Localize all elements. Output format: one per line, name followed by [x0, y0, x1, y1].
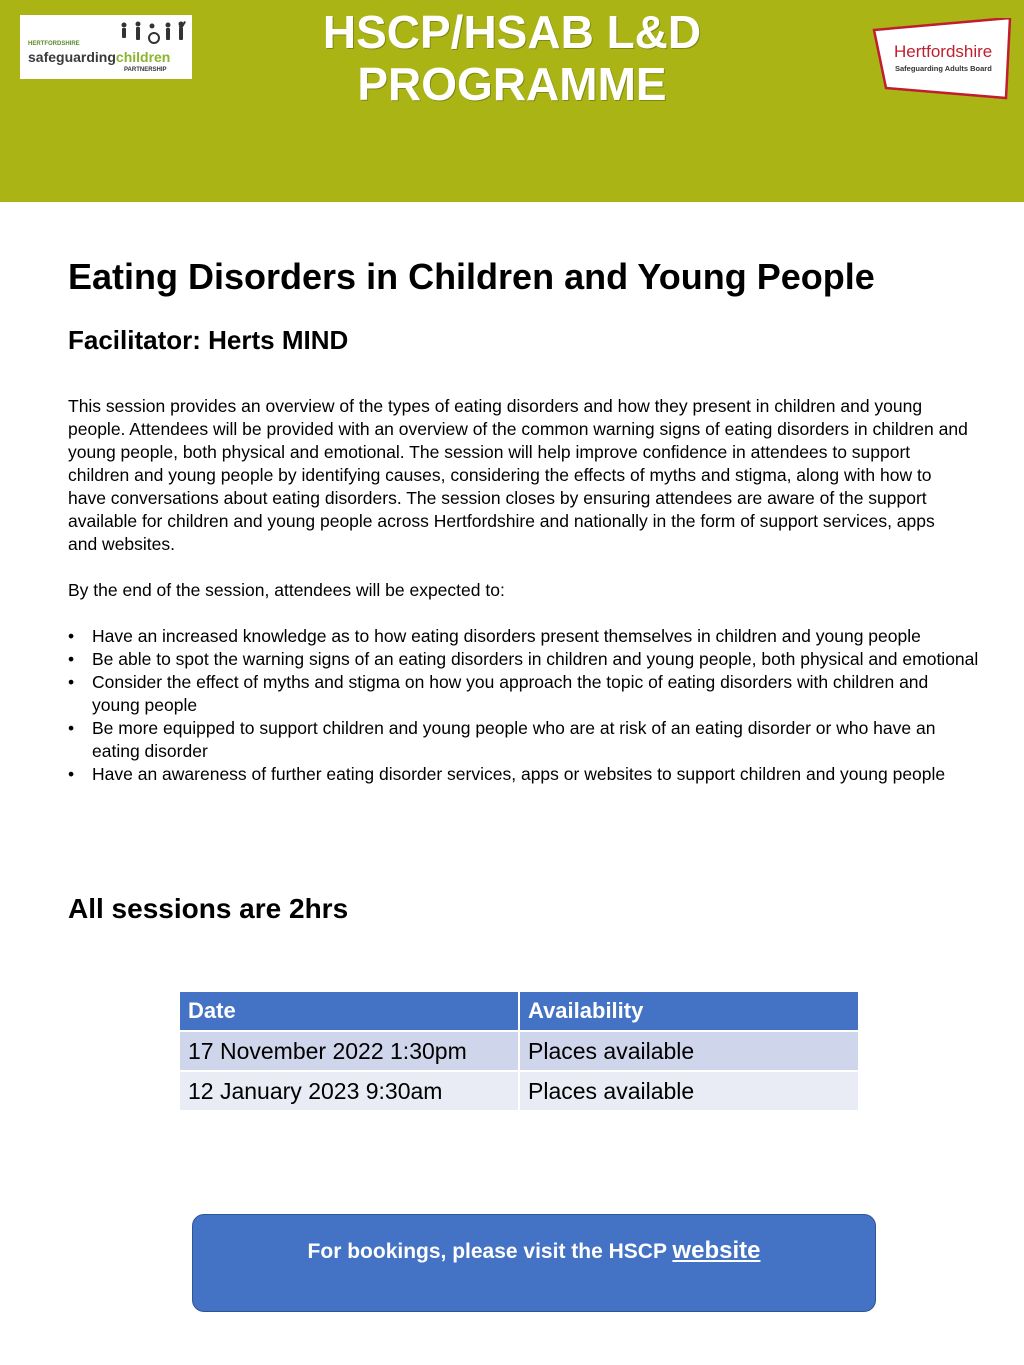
booking-text: For bookings, please visit the HSCP	[307, 1240, 667, 1263]
list-item: • Have an increased knowledge as to how eating disorders present themselves in children and young people	[68, 626, 921, 646]
session-date: 12 January 2023 9:30am	[179, 1071, 519, 1111]
hscp-logo	[20, 15, 192, 79]
figures-icon	[118, 21, 188, 45]
outcomes-intro: By the end of the session, attendees will be expected to:	[68, 580, 505, 600]
session-availability: Places available	[519, 1071, 859, 1111]
table-header-row	[179, 991, 859, 1031]
facilitator: Facilitator: Herts MIND	[68, 325, 349, 355]
course-title: Eating Disorders in Children and Young People	[68, 256, 875, 297]
list-item: • Have an awareness of further eating disorder services, apps or websites to support children and young people	[68, 764, 946, 784]
logo-partnership: PARTNERSHIP	[124, 67, 167, 73]
session-date: 17 November 2022 1:30pm	[179, 1031, 519, 1071]
session-duration: All sessions are 2hrs	[68, 893, 349, 924]
course-description: This session provides an overview of the types of eating disorders and how they present in children and young people. Attendees will be provided with an overview of the common warning signs of eating disorders in children and young people, both physical and emotional. The session will help improve confidence in attendees to support children and young people by identifying causes, considering the effects of myths and stigma, along with how to have conversations about eating disorders. The session closes by ensuring attendees are aware of the support available for children and young people across Hertfordshire and nationally in the form of support services, apps and websites.	[68, 396, 968, 554]
booking-box	[192, 1214, 876, 1312]
table-row	[179, 1031, 859, 1071]
sessions-table	[178, 990, 860, 1112]
website-link[interactable]: website	[672, 1237, 761, 1264]
column-header-availability: Availability	[519, 991, 859, 1031]
hsab-brand: Hertfordshire	[894, 42, 993, 61]
column-header-date: Date	[179, 991, 519, 1031]
list-item: • Consider the effect of myths and stigma on how you approach the topic of eating disorders with children and young people	[68, 672, 929, 715]
logo-wordmark: safeguardingchildren	[28, 49, 171, 65]
hsab-sub: Safeguarding Adults Board	[895, 64, 992, 73]
logo-county: HERTFORDSHIRE	[28, 41, 80, 47]
outcomes-list	[68, 625, 980, 786]
table-row	[179, 1071, 859, 1111]
session-availability: Places available	[519, 1031, 859, 1071]
hsab-logo	[872, 18, 1012, 98]
page-title: HSCP/HSAB L&D PROGRAMME	[322, 6, 702, 110]
list-item: • Be more equipped to support children and young people who are at risk of an eating disorder or who have an eating disorder	[68, 718, 936, 761]
header-banner	[0, 0, 1024, 202]
list-item: • Be able to spot the warning signs of an eating disorders in children and young people, both physical and emotional	[68, 649, 979, 669]
